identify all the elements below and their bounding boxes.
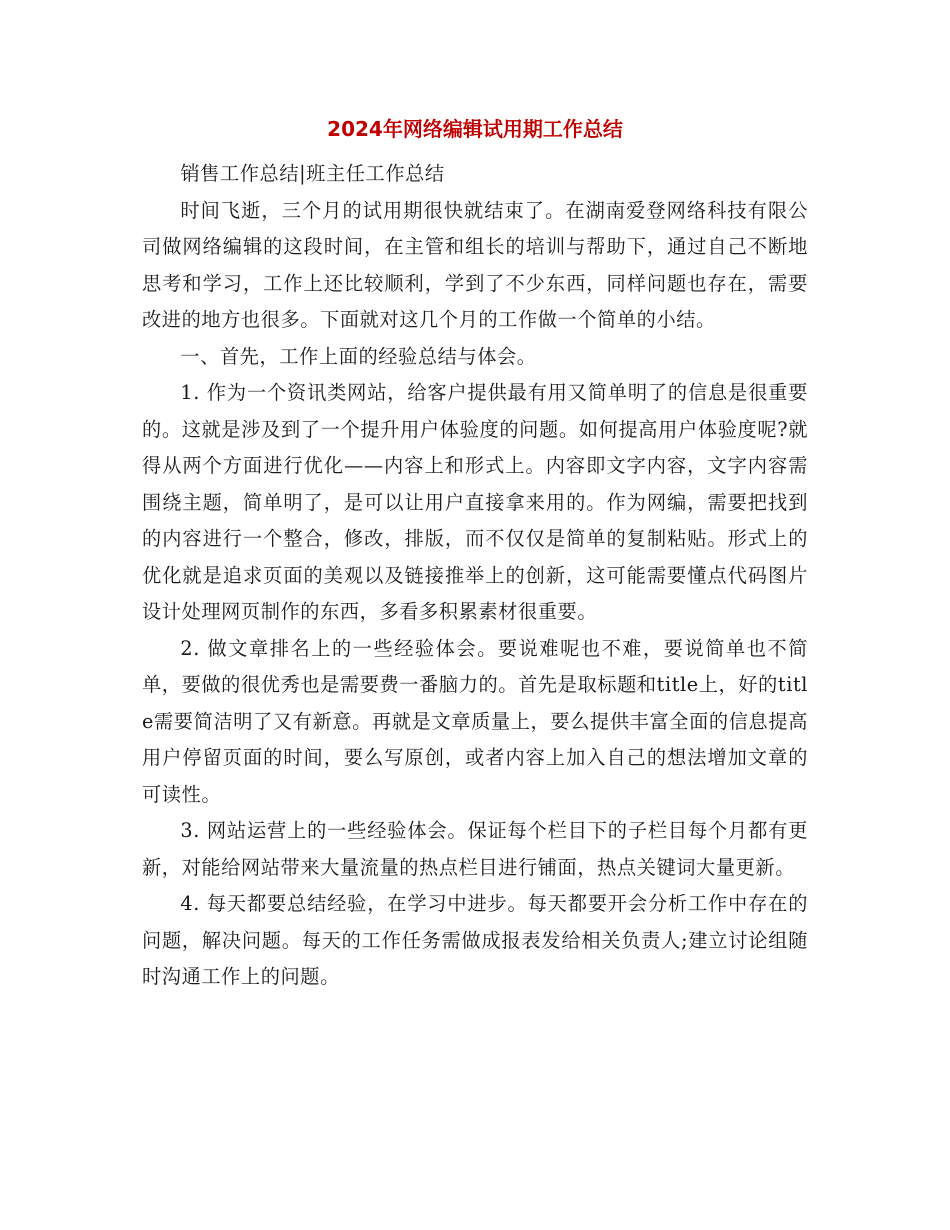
paragraph-point-4: 4. 每天都要总结经验，在学习中进步。每天都要开会分析工作中存在的问题，解决问题。每天的工作任务需做成报表发给相关负责人;建立讨论组随时沟通工作上的问题。 [142, 892, 808, 988]
paragraph-point-1: 1. 作为一个资讯类网站，给客户提供最有用又简单明了的信息是很重要的。这就是涉及到了一个提升用户体验度的问题。如何提高用户体验度呢?就得从两个方面进行优化——内容上和形式上。内容即文字内容，文字内容需围绕主题，简单明了，是可以让用户直接拿来用的。作为网编，需要把找到的内容进行一个整合，修改，排版，而不仅仅是简单的复制粘贴。形式上的优化就是追求页面的美观以及链接推举上的创新，这可能需要懂点代码图片设计处理网页制作的东西，多看多积累素材很重要。 [142, 381, 808, 623]
document-title: 2024年网络编辑试用期工作总结 [327, 117, 623, 141]
paragraph-point-3: 3. 网站运营上的一些经验体会。保证每个栏目下的子栏目每个月都有更新，对能给网站带来大量流量的热点栏目进行铺面，热点关键词大量更新。 [142, 819, 808, 879]
paragraph-related-links: 销售工作总结|班主任工作总结 [180, 162, 445, 185]
paragraph-section-heading: 一、首先，工作上面的经验总结与体会。 [180, 344, 537, 368]
paragraph-intro: 时间飞逝，三个月的试用期很快就结束了。在湖南爱登网络科技有限公司做网络编辑的这段时间，在主管和组长的培训与帮助下，通过自己不断地思考和学习，工作上还比较顺利，学到了不少东西，同样问题也存在，需要改进的地方也很多。下面就对这几个月的工作做一个简单的小结。 [142, 198, 808, 331]
document-body [142, 156, 808, 996]
paragraph-point-2: 2. 做文章排名上的一些经验体会。要说难呢也不难，要说简单也不简单，要做的很优秀也是需要费一番脑力的。首先是取标题和title上，好的title需要简洁明了又有新意。再就是文章质量上，要么提供丰富全面的信息提高用户停留页面的时间，要么写原创，或者内容上加入自己的想法增加文章的可读性。 [142, 636, 808, 806]
